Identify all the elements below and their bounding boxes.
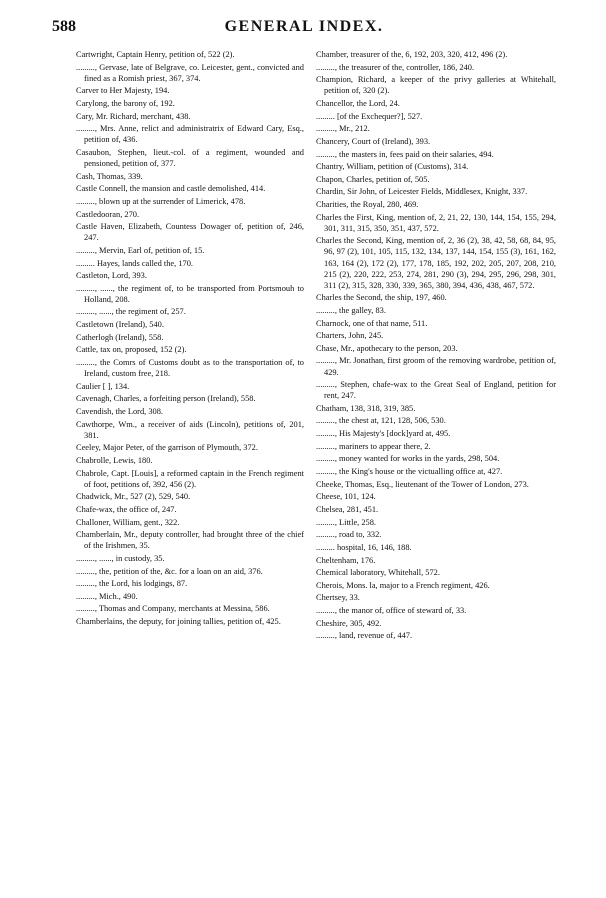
index-entry: ........., ......, the regiment of, to be transported from Portsmouh to Holland, 208. <box>76 283 304 304</box>
index-entry: Charles the Second, King, mention of, 2, 36 (2), 38, 42, 58, 68, 84, 95, 96, 97 (2), 101, 105, 115, 132, 134, 137, 144, 154, 155 (3), 161, 162, 163, 164 (2), 172 (2), 177, 178, 185, 192, 202, 205, 207, 208, 210, 215 (2), 220, 222, 253, 274, 281, 290 (3), 294, 295, 296, 298, 301, 311 (2), 315, 328, 330, 339, 365, 380, 394, 436, 438, 467, 572. <box>316 236 556 290</box>
index-entry: Chapon, Charles, petition of, 505. <box>316 174 430 184</box>
index-entry: Chadwick, Mr., 527 (2), 529, 540. <box>76 492 191 502</box>
index-entry: Charles the First, King, mention of, 2, 21, 22, 130, 144, 154, 155, 294, 301, 311, 315, 350, 351, 437, 572. <box>316 212 556 233</box>
page-number: 588 <box>52 18 76 35</box>
index-entry: ......... Hayes, lands called the, 170. <box>76 258 193 268</box>
index-entry: ........., mariners to appear there, 2. <box>316 441 431 451</box>
index-entry: Cattle, tax on, proposed, 152 (2). <box>76 345 187 355</box>
index-entry: Chafe-wax, the office of, 247. <box>76 504 177 514</box>
index-entry: ........., Thomas and Company, merchants at Messina, 586. <box>76 604 270 614</box>
index-entry: Cawthorpe, Wm., a receiver of aids (Lincoln), petitions of, 201, 381. <box>76 419 304 440</box>
index-column-right <box>316 49 556 643</box>
index-entry: ........., ......, in custody, 35. <box>76 553 165 563</box>
index-entry: ........., the Comrs of Customs doubt as to the transportation of, to Ireland, custom free, 218. <box>76 358 304 379</box>
index-entry: ........., the masters in, fees paid on their salaries, 494. <box>316 149 494 159</box>
index-entry: Charities, the Royal, 280, 469. <box>316 200 419 210</box>
index-entry: Chardin, Sir John, of Leicester Fields, Middlesex, Knight, 337. <box>316 187 528 197</box>
index-entry: ........., the King's house or the victualling office at, 427. <box>316 467 503 477</box>
index-entry: ........., His Majesty's [dock]yard at, 495. <box>316 429 451 439</box>
index-entry: Cavenagh, Charles, a forfeiting person (Ireland), 558. <box>76 394 256 404</box>
index-entry: Charnock, one of that name, 511. <box>316 318 428 328</box>
index-entry: Castle Connell, the mansion and castle demolished, 414. <box>76 184 266 194</box>
index-entry: Cartwright, Captain Henry, petition of, 522 (2). <box>76 50 235 59</box>
index-entry: ........., Mich., 490. <box>76 591 138 601</box>
index-entry: ........., Little, 258. <box>316 517 377 527</box>
index-entry: Champion, Richard, a keeper of the privy galleries at Whitehall, petition of, 320 (2). <box>316 75 556 96</box>
index-entry: Chamberlains, the deputy, for joining tallies, petition of, 425. <box>76 617 281 627</box>
index-entry: ........., ......, the regiment of, 257. <box>76 307 186 317</box>
index-entry: Castle Haven, Elizabeth, Countess Dowager of, petition of, 246, 247. <box>76 222 304 243</box>
index-entry: ......... hospital, 16, 146, 188. <box>316 542 412 552</box>
index-entry: Chemical laboratory, Whitehall, 572. <box>316 568 440 578</box>
index-entry: Castletown (Ireland), 540. <box>76 320 164 330</box>
index-entry: Cheshire, 305, 492. <box>316 618 382 628</box>
index-entry: ........., the treasurer of the, controller, 186, 240. <box>316 62 475 72</box>
index-entry: Cherois, Mons. la, major to a French regiment, 426. <box>316 580 490 590</box>
index-entry: Chatham, 138, 318, 319, 385. <box>316 403 416 413</box>
index-entry: ........., Mr., 212. <box>316 124 370 134</box>
index-entry: Ceeley, Major Peter, of the garrison of Plymouth, 372. <box>76 443 258 453</box>
index-entry: Challoner, William, gent., 322. <box>76 517 180 527</box>
index-entry: ........., the manor of, office of steward of, 33. <box>316 606 467 616</box>
index-entry: Chancery, Court of (Ireland), 393. <box>316 136 431 146</box>
index-entry: ........., the, petition of the, &c. for a loan on an aid, 376. <box>76 566 263 576</box>
index-entry: Carylong, the barony of, 192. <box>76 98 175 108</box>
index-entry: ........., the Lord, his lodgings, 87. <box>76 579 188 589</box>
index-entry: ........., money wanted for works in the yards, 298, 504. <box>316 454 500 464</box>
index-entry: Cheeke, Thomas, Esq., lieutenant of the Tower of London, 273. <box>316 479 529 489</box>
index-entry: ........., Mr. Jonathan, first groom of the removing wardrobe, petition of, 429. <box>316 356 556 377</box>
index-entry: ......... [of the Exchequer?], 527. <box>316 111 423 121</box>
index-entry: Cary, Mr. Richard, merchant, 438. <box>76 111 191 121</box>
page-header <box>52 18 556 44</box>
index-entry: ........., Mervin, Earl of, petition of, 15. <box>76 245 205 255</box>
index-entry: Cash, Thomas, 339. <box>76 171 143 181</box>
index-entry: Chelsea, 281, 451. <box>316 504 379 514</box>
page-title: GENERAL INDEX. <box>224 18 384 35</box>
index-entry: Chabrolle, Lewis, 180. <box>76 455 153 465</box>
index-entry: Chantry, William, petition of (Customs), 314. <box>316 162 469 172</box>
index-entry: ........., road to, 332. <box>316 530 382 540</box>
index-entry: Carver to Her Majesty, 194. <box>76 86 170 96</box>
index-entry: Charters, John, 245. <box>316 331 384 341</box>
index-entry: ........., Gervase, late of Belgrave, co. Leicester, gent., convicted and fined as a Romish priest, 367, 374. <box>76 62 304 83</box>
index-entry: Cheese, 101, 124. <box>316 492 376 502</box>
index-entry: ........., Stephen, chafe-wax to the Great Seal of England, petition for rent, 247. <box>316 380 556 401</box>
index-entry: ........., blown up at the surrender of Limerick, 478. <box>76 196 246 206</box>
index-entry: ........., the chest at, 121, 128, 506, 530. <box>316 416 446 426</box>
index-entry: Charles the Second, the ship, 197, 460. <box>316 293 447 303</box>
index-entry: Cavendish, the Lord, 308. <box>76 407 163 417</box>
index-entry: ........., Mrs. Anne, relict and administratrix of Edward Cary, Esq., petition of, 436. <box>76 124 304 145</box>
index-entry: Catherlogh (Ireland), 558. <box>76 332 164 342</box>
index-entry: Chamber, treasurer of the, 6, 192, 203, 320, 412, 496 (2). <box>316 50 508 59</box>
index-entry: Casaubon, Stephen, lieut.-col. of a regiment, wounded and pensioned, petition of, 377. <box>76 147 304 168</box>
index-entry: Cheltenham, 176. <box>316 555 376 565</box>
index-entry: Chertsey, 33. <box>316 593 360 603</box>
index-entry: Castledooran, 270. <box>76 209 140 219</box>
index-entry: ........., the galley, 83. <box>316 305 386 315</box>
index-entry: Castleton, Lord, 393. <box>76 271 147 281</box>
index-entry: Chase, Mr., apothecary to the person, 203. <box>316 343 458 353</box>
index-entry: Caulier [ ], 134. <box>76 381 130 391</box>
index-column-left <box>76 49 304 629</box>
index-entry: Chabrole, Capt. [Louis], a reformed captain in the French regiment of foot, petitions of, 392, 456 (2). <box>76 468 304 489</box>
index-entry: Chamberlain, Mr., deputy controller, had brought three of the chief of the Irishmen, 35. <box>76 530 304 551</box>
index-entry: ........., land, revenue of, 447. <box>316 631 413 641</box>
index-entry: Chancellor, the Lord, 24. <box>316 98 400 108</box>
